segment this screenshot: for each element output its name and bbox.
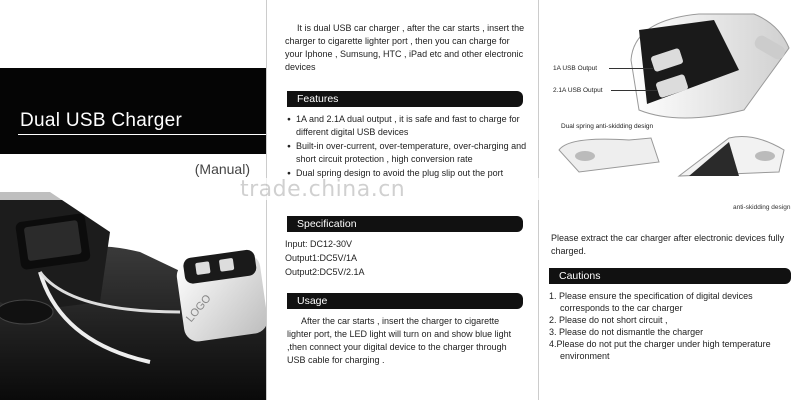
- caution-item: 3. Please do not dismantle the charger: [549, 327, 704, 337]
- manual-subtitle: (Manual): [194, 161, 250, 177]
- spec-output-2: Output2:DC5V/2.1A: [285, 267, 365, 277]
- usage-heading: Usage: [287, 293, 523, 309]
- label-anti-skidding: anti-skidding design: [733, 204, 791, 211]
- feature-item: ● 1A and 2.1A dual output , it is safe and fast to charge for different digital USB devices: [287, 113, 527, 139]
- intro-paragraph: It is dual USB car charger , after the car starts , insert the charger to cigarette lighter port , then you can charge for your Iphone , Sumsung, HTC , iPad etc and other electronic devices: [285, 23, 525, 72]
- label-1a-output: 1A USB Output: [553, 65, 598, 72]
- label-21a-output: 2.1A USB Output: [553, 87, 603, 94]
- specification-lines: [285, 237, 365, 279]
- logo-mark: LOGO: [184, 292, 214, 325]
- spec-input: Input: DC12-30V: [285, 239, 353, 249]
- document-title: Dual USB Charger: [20, 110, 183, 131]
- specification-heading: Specification: [287, 216, 523, 232]
- cover-panel: [0, 0, 266, 400]
- leader-1a: [609, 68, 653, 69]
- caution-item: 1. Please ensure the specification of digital devices corresponds to the car charger: [549, 291, 753, 313]
- product-photo: [0, 192, 266, 400]
- charger-diagram: [539, 0, 800, 200]
- features-list: [287, 113, 527, 181]
- feature-item: ● Built-in over-current, over-temperature, over-charging and short circuit protection , high conversion rate: [287, 140, 527, 166]
- leader-21a: [611, 90, 657, 91]
- charger-top-view: [631, 14, 789, 118]
- diagram-panel: [538, 0, 800, 400]
- caution-item: 2. Please do not short circuit ,: [549, 315, 668, 325]
- cautions-list: [549, 290, 794, 362]
- watermark-text: trade.china.cn: [240, 177, 406, 202]
- feature-item: ● Dual spring design to avoid the plug slip out the port: [287, 167, 527, 180]
- features-heading: Features: [287, 91, 523, 107]
- title-band: [0, 68, 266, 154]
- label-dual-spring: Dual spring anti-skidding design: [561, 123, 654, 130]
- charger-side-views: [559, 137, 784, 177]
- title-underline: [18, 134, 266, 135]
- cautions-heading: Cautions: [549, 268, 791, 284]
- caution-item: 4.Please do not put the charger under high temperature environment: [549, 339, 771, 361]
- spec-output-1: Output1:DC5V/1A: [285, 253, 358, 263]
- usage-paragraph: After the car starts , insert the charger to cigarette lighter port, the LED light will turn on and show blue light ,then connect your digital device to the charger through USB cable for charging .: [287, 316, 512, 365]
- extract-instructions: Please extract the car charger after electronic devices fully charged.: [551, 233, 785, 256]
